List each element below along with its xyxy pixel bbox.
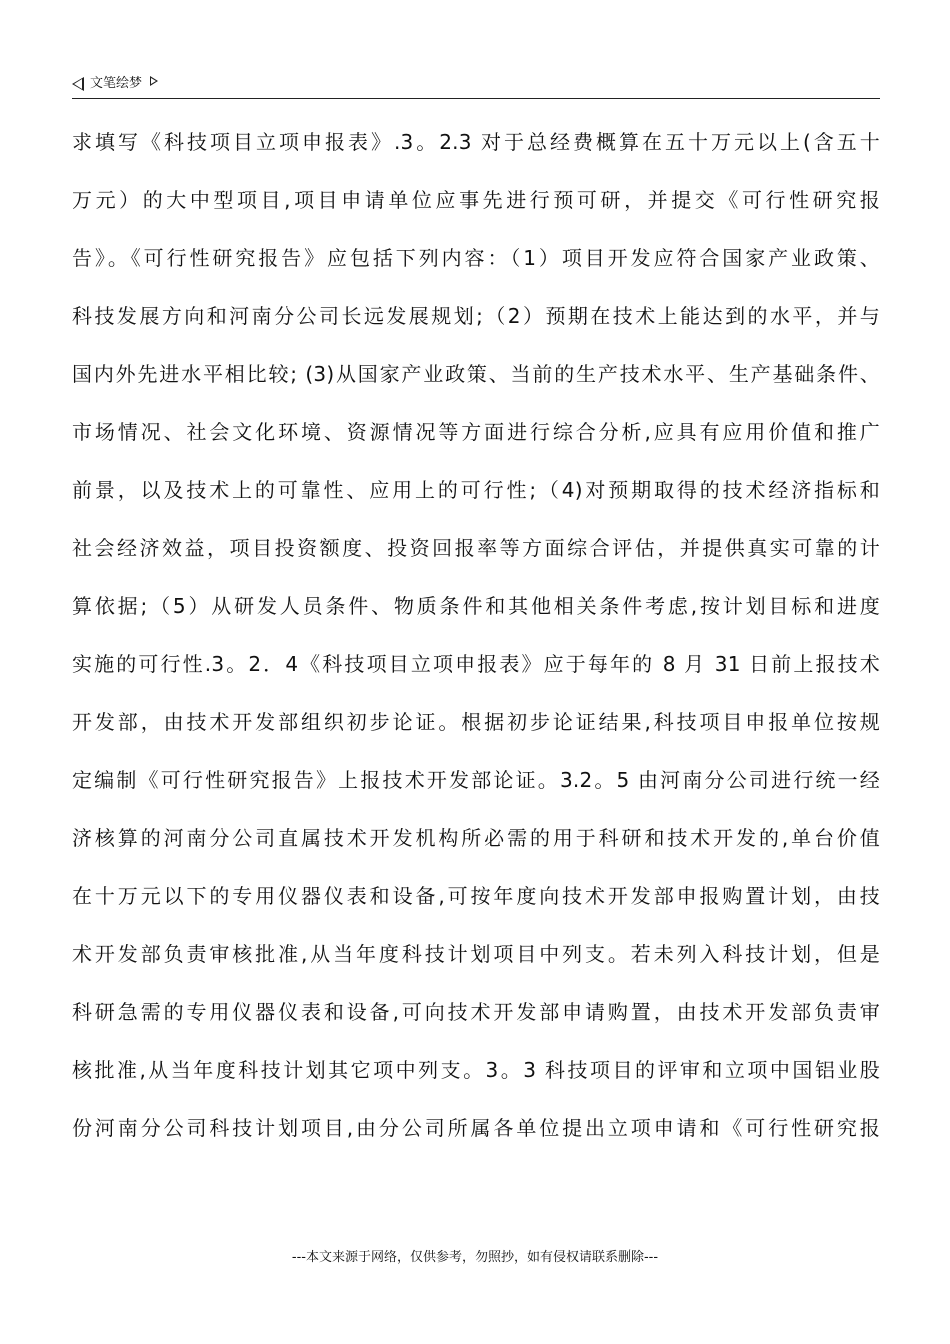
text-line: 告》。《可行性研究报告》应包括下列内容：（1）项目开发应符合国家产业政策、 (72, 246, 880, 270)
page-footer: ---本文来源于网络，仅供参考，勿照抄，如有侵权请联系删除--- (291, 1250, 659, 1265)
text-line: 济核算的河南分公司直属技术开发机构所必需的用于科研和技术开发的,单台价值 (72, 826, 880, 850)
text-line: 万元）的大中型项目,项目申请单位应事先进行预可研，并提交《可行性研究报 (72, 188, 880, 212)
text-line: 核批准,从当年度科技计划其它项中列支。3。3 科技项目的评审和立项中国铝业股 (72, 1058, 880, 1082)
text-line: 开发部，由技术开发部组织初步论证。根据初步论证结果,科技项目申报单位按规 (72, 710, 880, 734)
text-line: 在十万元以下的专用仪器仪表和设备,可按年度向技术开发部申报购置计划，由技 (72, 884, 880, 908)
text-line: 前景，以及技术上的可靠性、应用上的可行性;（4)对预期取得的技术经济指标和 (72, 478, 880, 502)
header-title: 文笔绘梦 (90, 76, 143, 91)
text-line: 实施的可行性.3。2．4《科技项目立项申报表》应于每年的 8 月 31 日前上报技术 (72, 652, 880, 676)
text-line: 术开发部负责审核批准,从当年度科技计划项目中列支。若未列入科技计划，但是 (72, 942, 880, 966)
text-line: 定编制《可行性研究报告》上报技术开发部论证。3.2。5 由河南分公司进行统一经 (72, 768, 880, 792)
text-line: 求填写《科技项目立项申报表》.3。2.3 对于总经费概算在五十万元以上(含五十 (72, 130, 880, 154)
page-header (72, 72, 880, 99)
left-triangle-icon (72, 77, 84, 91)
text-line: 市场情况、社会文化环境、资源情况等方面进行综合分析,应具有应用价值和推广 (72, 420, 880, 444)
right-triangle-icon (150, 76, 158, 86)
text-line: 科研急需的专用仪器仪表和设备,可向技术开发部申请购置，由技术开发部负责审 (72, 1000, 880, 1024)
text-line: 科技发展方向和河南分公司长远发展规划;（2）预期在技术上能达到的水平，并与 (72, 304, 880, 328)
text-line: 份河南分公司科技计划项目,由分公司所属各单位提出立项申请和《可行性研究报 (72, 1116, 880, 1140)
text-line: 算依据;（5）从研发人员条件、物质条件和其他相关条件考虑,按计划目标和进度 (72, 594, 880, 618)
text-line: 国内外先进水平相比较; (3)从国家产业政策、当前的生产技术水平、生产基础条件、 (72, 362, 880, 386)
document-body (72, 119, 880, 1163)
text-line: 社会经济效益，项目投资额度、投资回报率等方面综合评估，并提供真实可靠的计 (72, 536, 880, 560)
